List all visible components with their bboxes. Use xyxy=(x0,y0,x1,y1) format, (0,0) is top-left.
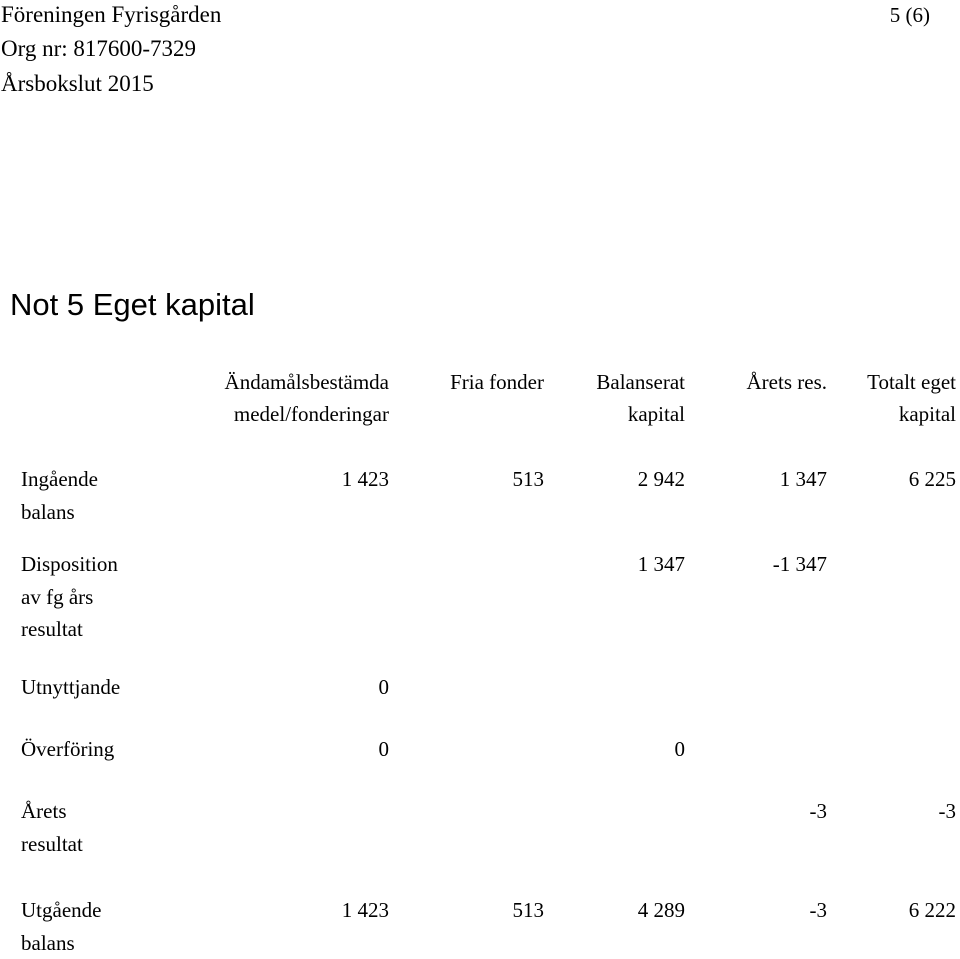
column-header-line: Totalt eget xyxy=(867,366,956,398)
table-cell: 4 289 xyxy=(638,894,685,926)
column-header-line: Ändamålsbestämda xyxy=(225,366,389,398)
table-cell: 0 xyxy=(379,671,390,703)
table-cell: 513 xyxy=(513,894,545,926)
row-label-line: av fg års xyxy=(21,581,118,614)
row-label-line: resultat xyxy=(21,613,118,646)
table-cell: -3 xyxy=(810,795,828,827)
report-title: Årsbokslut 2015 xyxy=(1,69,154,99)
column-header-year-result xyxy=(747,366,827,398)
table-cell: -3 xyxy=(810,894,828,926)
column-header-line: kapital xyxy=(867,398,956,430)
row-label-closing-balance xyxy=(21,894,101,959)
column-header-line: Balanserat xyxy=(596,366,685,398)
column-header-line: Årets res. xyxy=(747,366,827,398)
table-cell: 6 225 xyxy=(909,463,956,495)
table-cell: -3 xyxy=(939,795,957,827)
table-cell: 6 222 xyxy=(909,894,956,926)
note-title: Not 5 Eget kapital xyxy=(10,285,255,325)
column-header-line: medel/fonderingar xyxy=(225,398,389,430)
row-label-line: Utgående xyxy=(21,894,101,927)
row-label-line: Årets xyxy=(21,795,83,828)
page-number: 5 (6) xyxy=(890,0,930,30)
column-header-total-equity xyxy=(867,366,956,430)
row-label-year-result xyxy=(21,795,83,860)
column-header-retained-capital xyxy=(596,366,685,430)
row-label-utilization xyxy=(21,671,120,704)
column-header-earmarked-funds xyxy=(225,366,389,430)
column-header-line: Fria fonder xyxy=(450,366,544,398)
row-label-line: Utnyttjande xyxy=(21,671,120,704)
organization-number: Org nr: 817600-7329 xyxy=(1,34,196,64)
table-cell: 513 xyxy=(513,463,545,495)
row-label-line: Överföring xyxy=(21,733,114,766)
table-cell: 2 942 xyxy=(638,463,685,495)
row-label-line: balans xyxy=(21,927,101,959)
row-label-line: resultat xyxy=(21,828,83,861)
row-label-disposition xyxy=(21,548,118,646)
table-cell: 1 347 xyxy=(780,463,827,495)
table-cell: 1 347 xyxy=(638,548,685,580)
row-label-line: Ingående xyxy=(21,463,98,496)
row-label-line: Disposition xyxy=(21,548,118,581)
table-cell: 1 423 xyxy=(342,463,389,495)
row-label-transfer xyxy=(21,733,114,766)
table-cell: 1 423 xyxy=(342,894,389,926)
table-cell: 0 xyxy=(379,733,390,765)
organization-name: Föreningen Fyrisgården xyxy=(1,0,221,30)
row-label-line: balans xyxy=(21,496,98,529)
column-header-line: kapital xyxy=(596,398,685,430)
table-cell: -1 347 xyxy=(773,548,827,580)
column-header-free-funds xyxy=(450,366,544,398)
table-cell: 0 xyxy=(675,733,686,765)
row-label-opening-balance xyxy=(21,463,98,528)
